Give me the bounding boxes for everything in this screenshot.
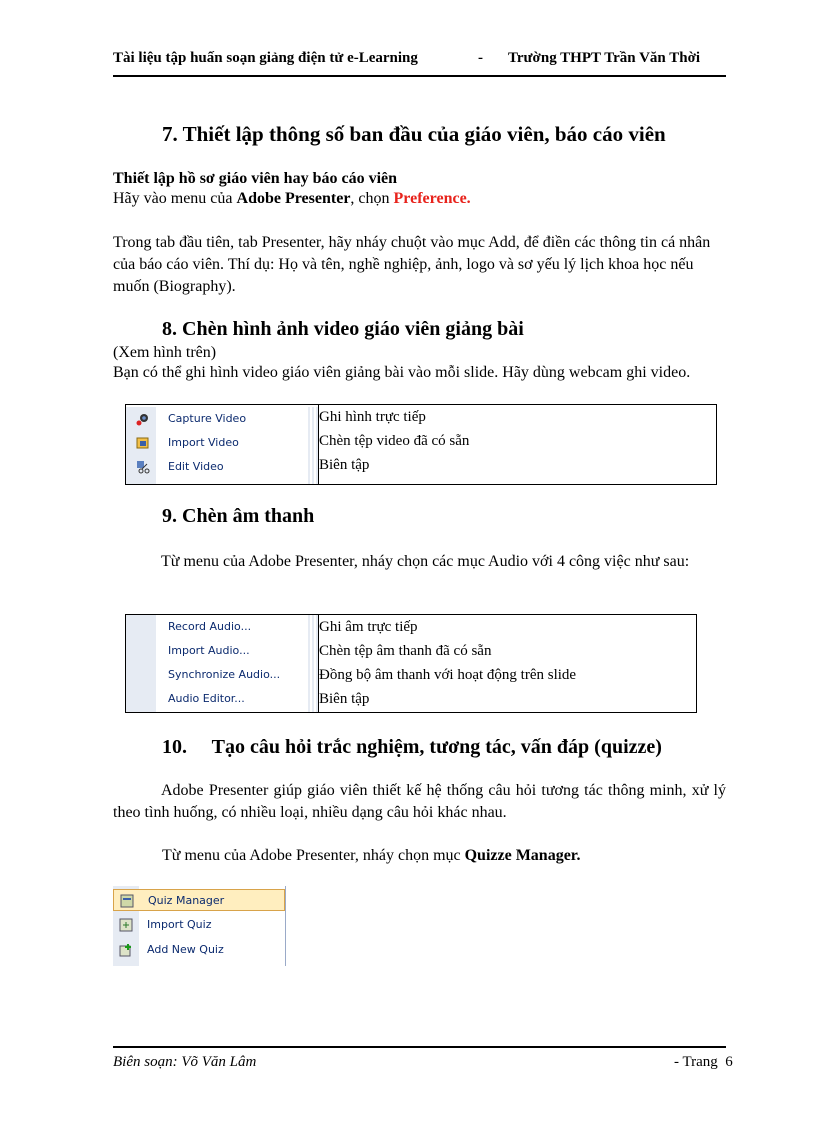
- footer-rule: [113, 1046, 726, 1048]
- audio-menu-table: [125, 614, 697, 713]
- section-10-title: [162, 736, 662, 759]
- menu-item-label: Quiz Manager: [148, 894, 225, 907]
- scissors-icon: [136, 460, 150, 474]
- menu-item-import-audio[interactable]: [126, 639, 318, 663]
- menu-item-label: Audio Editor...: [168, 692, 245, 705]
- menu-item-synchronize-audio[interactable]: [126, 663, 318, 687]
- menu-item-label: Record Audio...: [168, 620, 252, 633]
- header-rule: [113, 75, 726, 77]
- desc-line: Chèn tệp âm thanh đã có sẵn: [319, 643, 492, 659]
- desc-line: Ghi hình trực tiếp: [319, 409, 426, 425]
- add-quiz-icon: [119, 943, 133, 957]
- menu-item-label: Synchronize Audio...: [168, 668, 281, 681]
- menu-item-label: Import Quiz: [147, 918, 212, 931]
- desc-line: Biên tập: [319, 691, 370, 707]
- desc-line: Ghi âm trực tiếp: [319, 619, 418, 635]
- desc-line: Chèn tệp video đã có sẵn: [319, 433, 470, 449]
- menu-item-record-audio[interactable]: [126, 615, 318, 639]
- section-7-paragraph: Trong tab đầu tiên, tab Presenter, hãy nháy chuột vào mục Add, để điền các thông tin cá nhân của báo cáo viên. Thí dụ: Họ và tên, nghề nghiệp, ảnh, logo và sơ yếu lý lịch khoa học nếu muốn (Biography).: [113, 234, 711, 295]
- header-left: Tài liệu tập huấn soạn giảng điện tử e-Learning: [113, 50, 418, 66]
- import-video-icon: [136, 436, 150, 450]
- preference-label: Preference.: [393, 190, 471, 207]
- menu-item-label: Edit Video: [168, 460, 224, 473]
- video-desc-cell: [319, 405, 717, 485]
- audio-menu-cell: [126, 615, 319, 713]
- header-right: Trường THPT Trần Văn Thời: [508, 50, 701, 66]
- menu-item-import-quiz[interactable]: [113, 914, 285, 936]
- menu-item-audio-editor[interactable]: [126, 687, 318, 711]
- section-9-paragraph: Từ menu của Adobe Presenter, nháy chọn các mục Audio với 4 công việc như sau:: [161, 553, 690, 570]
- section-10-title-text: 10. Tạo câu hỏi trắc nghiệm, tương tác, vấn đáp (quizze): [162, 736, 662, 758]
- menu-item-add-new-quiz[interactable]: [113, 939, 285, 961]
- header-dash: -: [478, 50, 483, 66]
- footer-page-number: - Trang 6: [674, 1054, 733, 1070]
- section-9-title: 9. Chèn âm thanh: [162, 505, 315, 527]
- quizze-manager-label: Quizze Manager.: [464, 847, 581, 864]
- menu-item-label: Import Audio...: [168, 644, 250, 657]
- import-quiz-icon: [119, 918, 133, 932]
- line-text: , chọn: [350, 190, 394, 207]
- desc-line: Biên tập: [319, 457, 370, 473]
- menu-item-import-video[interactable]: [126, 431, 318, 455]
- footer-author: Biên soạn: Võ Văn Lâm: [113, 1054, 257, 1070]
- section-10-paragraph-2: [162, 845, 580, 867]
- section-8-note: (Xem hình trên): [113, 344, 217, 361]
- page-header: [113, 50, 726, 67]
- menu-item-capture-video[interactable]: [126, 407, 318, 431]
- section-7-title: 7. Thiết lập thông số ban đầu của giáo viên, báo cáo viên: [162, 122, 666, 146]
- section-8-title: 8. Chèn hình ảnh video giáo viên giảng bài: [162, 318, 524, 340]
- line-text: Hãy vào menu của: [113, 190, 237, 207]
- section-10-paragraph-1: Adobe Presenter giúp giáo viên thiết kế hệ thống câu hỏi tương tác thông minh, xử lý theo tình huống, có nhiều loại, nhiều dạng câu hỏi khác nhau.: [113, 782, 726, 821]
- quiz-menu: [113, 886, 286, 966]
- menu-item-label: Import Video: [168, 436, 239, 449]
- section-7-line: [113, 188, 471, 210]
- video-menu-table: [125, 404, 717, 485]
- quiz-manager-icon: [120, 894, 134, 908]
- menu-item-quiz-manager[interactable]: [113, 889, 285, 911]
- menu-item-label: Capture Video: [168, 412, 247, 425]
- video-menu-cell: [126, 405, 319, 485]
- audio-menu: [126, 615, 318, 712]
- section-7-subtitle: Thiết lập hồ sơ giáo viên hay báo cáo viên: [113, 170, 398, 187]
- audio-desc-cell: [319, 615, 697, 713]
- adobe-presenter-label: Adobe Presenter: [236, 190, 351, 207]
- section-8-paragraph: Bạn có thể ghi hình video giáo viên giảng bài vào mỗi slide. Hãy dùng webcam ghi video.: [113, 364, 691, 381]
- desc-line: Đồng bộ âm thanh với hoạt động trên slide: [319, 667, 577, 683]
- video-menu: [126, 407, 318, 484]
- webcam-icon: [136, 412, 150, 426]
- line-text: Từ menu của Adobe Presenter, nháy chọn mục: [162, 847, 465, 864]
- menu-item-label: Add New Quiz: [147, 943, 224, 956]
- menu-item-edit-video[interactable]: [126, 455, 318, 479]
